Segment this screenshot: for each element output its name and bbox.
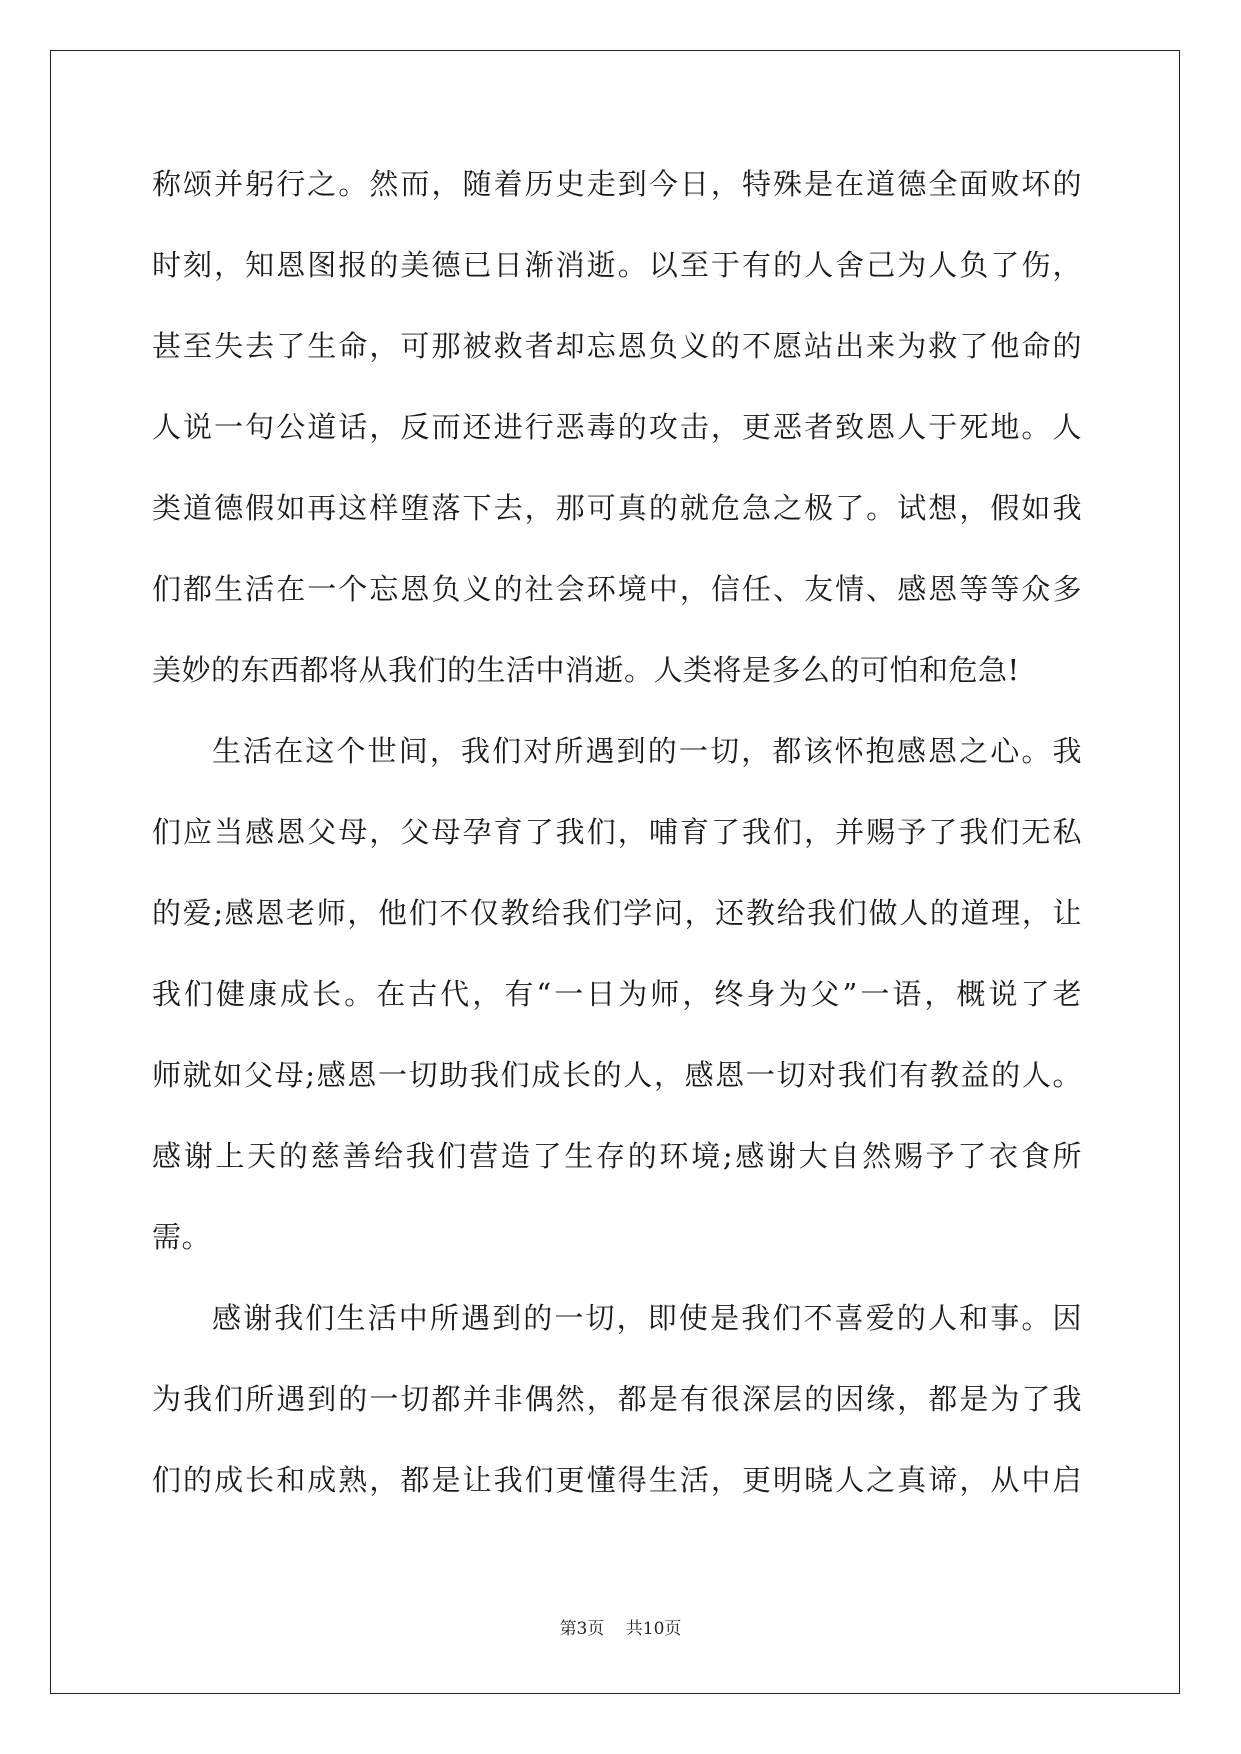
text-line [152, 733, 1082, 814]
text-line [152, 1219, 1082, 1300]
text-line [152, 1138, 1082, 1219]
text-line-content: 为我们所遇到的一切都并非偶然，都是有很深层的因缘，都是为了我 [152, 1382, 1082, 1416]
text-line [152, 652, 1082, 733]
text-line [152, 1057, 1082, 1138]
text-line [152, 976, 1082, 1057]
page-footer [0, 1614, 1241, 1639]
text-line [152, 328, 1082, 409]
text-line-content: 们应当感恩父母，父母孕育了我们，哺育了我们，并赐予了我们无私 [152, 815, 1082, 849]
text-line-content: 美妙的东西都将从我们的生活中消逝。人类将是多么的可怕和危急! [152, 653, 1020, 687]
text-line [152, 490, 1082, 571]
text-line [152, 1381, 1082, 1462]
text-line [152, 1300, 1082, 1381]
text-line-content: 需。 [152, 1220, 212, 1254]
text-line-content: 感谢我们生活中所遇到的一切，即使是我们不喜爱的人和事。因 [212, 1301, 1082, 1335]
text-line [152, 814, 1082, 895]
text-line [152, 409, 1082, 490]
text-line [152, 247, 1082, 328]
text-line-content: 类道德假如再这样堕落下去，那可真的就危急之极了。试想，假如我 [152, 491, 1082, 525]
page-number: 第3页 [559, 1619, 605, 1639]
text-line-content: 师就如父母;感恩一切助我们成长的人，感恩一切对我们有教益的人。 [152, 1058, 1082, 1092]
document-body [152, 166, 1082, 1543]
text-line-content: 人说一句公道话，反而还进行恶毒的攻击，更恶者致恩人于死地。人 [152, 410, 1082, 444]
text-line-content: 的爱;感恩老师，他们不仅教给我们学问，还教给我们做人的道理，让 [152, 896, 1082, 930]
text-line [152, 166, 1082, 247]
text-line-content: 感谢上天的慈善给我们营造了生存的环境;感谢大自然赐予了衣食所 [152, 1139, 1082, 1173]
text-line-content: 称颂并躬行之。然而，随着历史走到今日，特殊是在道德全面败坏的 [152, 167, 1082, 201]
text-line [152, 1462, 1082, 1543]
text-line-content: 甚至失去了生命，可那被救者却忘恩负义的不愿站出来为救了他命的 [152, 329, 1082, 363]
text-line-content: 我们健康成长。在古代，有“一日为师，终身为父”一语，概说了老 [152, 977, 1082, 1011]
text-line [152, 571, 1082, 652]
text-line-content: 们的成长和成熟，都是让我们更懂得生活，更明晓人之真谛，从中启 [152, 1463, 1082, 1497]
text-line-content: 们都生活在一个忘恩负义的社会环境中，信任、友情、感恩等等众多 [152, 572, 1082, 606]
text-line-content: 生活在这个世间，我们对所遇到的一切，都该怀抱感恩之心。我 [212, 734, 1082, 768]
text-line-content: 时刻，知恩图报的美德已日渐消逝。以至于有的人舍己为人负了伤， [152, 248, 1082, 282]
page-total: 共10页 [625, 1619, 682, 1639]
text-line [152, 895, 1082, 976]
